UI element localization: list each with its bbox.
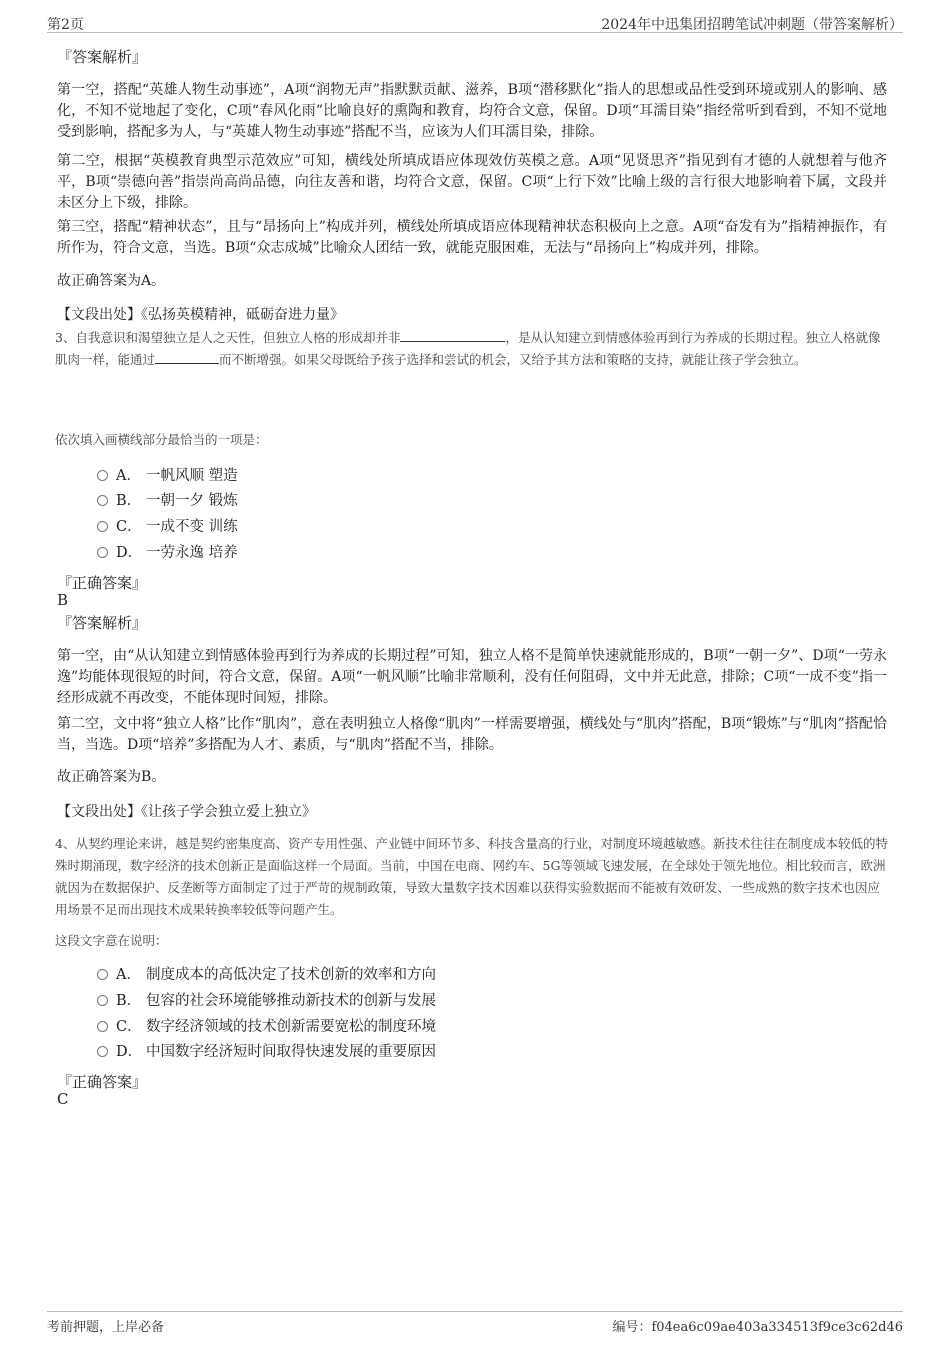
option-a[interactable]: A． 制度成本的高低决定了技术创新的效率和方向	[97, 964, 436, 986]
radio-icon[interactable]	[97, 995, 108, 1006]
conclusion: 故正确答案为A。	[57, 273, 166, 289]
correct-answer: B	[57, 591, 69, 609]
analysis-paragraph: 第二空，文中将“独立人格”比作“肌肉”，意在表明独立人格像“肌肉”一样需要增强，横线处与“肌肉”搭配，B项“锻炼”与“肌肉”搭配恰当，当选。D项“培养”多搭配为人才、素质，与“肌肉”搭配不当，排除。	[57, 716, 887, 753]
footer-slogan: 考前押题，上岸必备	[47, 1320, 165, 1335]
option-c[interactable]: C． 数字经济领域的技术创新需要宽松的制度环境	[97, 1016, 436, 1038]
radio-icon[interactable]	[97, 547, 108, 558]
page-number: 第2页	[47, 17, 84, 33]
page-header	[47, 12, 903, 33]
radio-icon[interactable]	[97, 1021, 108, 1032]
source-citation: 【文段出处】《让孩子学会独立爱上独立》	[57, 804, 316, 820]
correct-answer-label: 『正确答案』	[57, 1073, 148, 1091]
option-d[interactable]: D． 中国数字经济短时间取得快速发展的重要原因	[97, 1041, 436, 1063]
source-citation: 【文段出处】《弘扬英模精神，砥砺奋进力量》	[57, 307, 344, 323]
radio-icon[interactable]	[97, 969, 108, 980]
radio-icon[interactable]	[97, 470, 108, 481]
analysis-paragraph: 第三空，搭配“精神状态”，且与“昂扬向上”构成并列，横线处所填成语应体现精神状态积极向上之意。A项“奋发有为”指精神振作，有所作为，符合文意，当选。B项“众志成城”比喻众人团结一致，就能克服困难，无法与“昂扬向上”构成并列，排除。	[57, 219, 887, 256]
radio-icon[interactable]	[97, 495, 108, 506]
question-instruction: 依次填入画横线部分最恰当的一项是：	[55, 432, 268, 447]
option-b[interactable]: B． 包容的社会环境能够推动新技术的创新与发展	[97, 990, 436, 1012]
correct-answer: C	[57, 1090, 69, 1108]
conclusion: 故正确答案为B。	[57, 769, 166, 785]
question-instruction: 这段文字意在说明：	[55, 933, 168, 948]
analysis-label: 『答案解析』	[57, 614, 148, 632]
document-title: 2024年中迅集团招聘笔试冲刺题（带答案解析）	[601, 17, 903, 33]
question-stem: 4、从契约理论来讲，越是契约密集度高、资产专用性强、产业链中间环节多、科技含量高的行业，对制度环境越敏感。新技术往往在制度成本较低的特殊时期涌现，数字经济的技术创新正是面临这样一个局面。当前，中国在电商、网约车、5G等领域飞速发展，在全球处于领先地位。相比较而言，欧洲就因为在数据保护、反垄断等方面制定了过于严苛的规制政策，导致大量数字技术因难以获得实验数据而不能被有效研发、一些成熟的数字技术也因应用场景不足而出现技术成果转换率较低等问题产生。	[55, 836, 888, 917]
radio-icon[interactable]	[97, 1046, 108, 1057]
analysis-label: 『答案解析』	[57, 48, 148, 66]
radio-icon[interactable]	[97, 521, 108, 532]
fill-blank-1	[400, 327, 505, 342]
option-b[interactable]: B． 一朝一夕 锻炼	[97, 490, 238, 512]
correct-answer-label: 『正确答案』	[57, 574, 148, 592]
document-code: 编号：f04ea6c09ae403a334513f9ce3c62d46	[612, 1320, 903, 1335]
analysis-paragraph: 第二空，根据“英模教育典型示范效应”可知，横线处所填成语应体现效仿英模之意。A项“见贤思齐”指见到有才德的人就想着与他齐平，B项“崇德向善”指崇尚高尚品德，向往友善和谐，均符合文意，保留。C项“上行下效”比喻上级的言行很大地影响着下属，文段并未区分上下级，排除。	[57, 153, 887, 211]
option-c[interactable]: C． 一成不变 训练	[97, 516, 238, 538]
analysis-paragraph: 第一空，搭配“英雄人物生动事迹”，A项“润物无声”指默默贡献、滋养，B项“潜移默化”指人的思想或品性受到环境或别人的影响、感化，不知不觉地起了变化，C项“春风化雨”比喻良好的熏陶和教育，均符合文意，保留。D项“耳濡目染”指经常听到看到，不知不觉地受到影响，搭配多为人，与“英雄人物生动事迹”搭配不当，应该为人们耳濡目染，排除。	[57, 82, 887, 140]
page-footer	[47, 1311, 903, 1338]
option-d[interactable]: D． 一劳永逸 培养	[97, 542, 238, 564]
question-stem: 3、自我意识和渴望独立是人之天性，但独立人格的形成却并非 ，是从认知建立到情感体验再到行为养成的长期过程。独立人格就像肌肉一样，能通过 而不断增强。如果父母既给予孩子选择和尝试的机会，又给予其方法和策略的支持，就能让孩子学会独立。	[55, 327, 890, 371]
analysis-paragraph: 第一空，由“从认知建立到情感体验再到行为养成的长期过程”可知，独立人格不是简单快速就能形成的，B项“一朝一夕”、D项“一劳永逸”均能体现很短的时间，符合文意，保留。A项“一帆风顺”比喻非常顺利，没有任何阻碍，文中并无此意，排除；C项“一成不变”指一经形成就不再改变，不能体现时间短，排除。	[57, 648, 887, 706]
fill-blank-2	[155, 349, 219, 364]
option-a[interactable]: A． 一帆风顺 塑造	[97, 465, 238, 487]
